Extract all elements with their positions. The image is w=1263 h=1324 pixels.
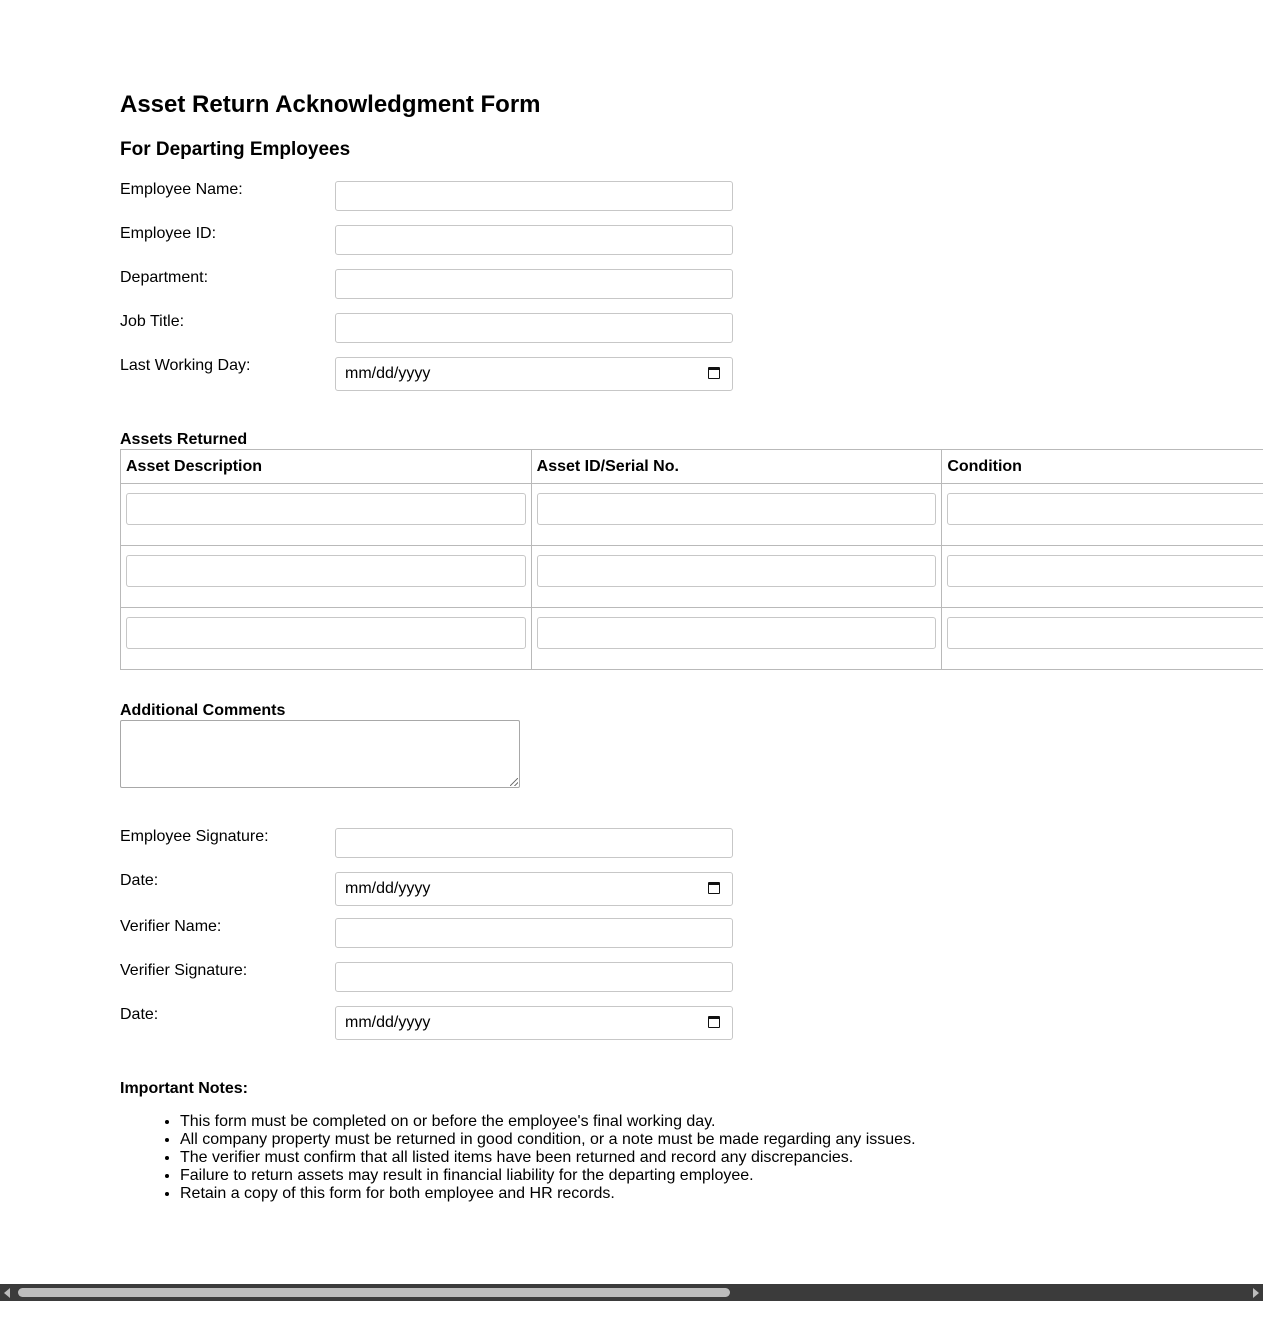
verifier-signature-label: Verifier Signature:	[120, 962, 248, 979]
employee-signature-row	[120, 828, 740, 862]
last-working-day-input[interactable]	[335, 357, 733, 391]
job-title-row	[120, 313, 740, 347]
form-subtitle: For Departing Employees	[120, 139, 351, 160]
department-input[interactable]	[335, 269, 733, 299]
date-placeholder: mm/dd/yyyy	[345, 1014, 431, 1031]
job-title-input[interactable]	[335, 313, 733, 343]
asset-condition-input[interactable]	[947, 555, 1263, 587]
verifier-date-input[interactable]	[335, 1006, 733, 1040]
employee-name-label: Employee Name:	[120, 181, 243, 198]
asset-condition-input[interactable]	[947, 617, 1263, 649]
column-header-condition: Condition	[942, 450, 1263, 484]
asset-description-input[interactable]	[126, 493, 526, 525]
table-header-row	[121, 450, 1263, 484]
employee-name-row	[120, 181, 740, 215]
employee-signature-input[interactable]	[335, 828, 733, 858]
table-row	[121, 484, 1263, 546]
last-working-day-label: Last Working Day:	[120, 357, 251, 374]
table-row	[121, 608, 1263, 670]
date-placeholder: mm/dd/yyyy	[345, 880, 431, 897]
employee-id-input[interactable]	[335, 225, 733, 255]
form-title: Asset Return Acknowledgment Form	[120, 91, 541, 118]
employee-name-input[interactable]	[335, 181, 733, 211]
date-placeholder: mm/dd/yyyy	[345, 365, 431, 382]
horizontal-scrollbar[interactable]	[0, 1284, 1263, 1301]
calendar-icon[interactable]	[708, 1016, 720, 1028]
table-cell	[121, 484, 532, 546]
comments-textarea[interactable]	[120, 720, 520, 788]
calendar-icon[interactable]	[708, 367, 720, 379]
table-cell	[942, 546, 1263, 608]
assets-table	[120, 449, 1263, 670]
table-cell	[531, 546, 942, 608]
list-item: • All company property must be returned in good condition, or a note must be made regarding any issues.	[180, 1131, 916, 1149]
verifier-date-label: Date:	[120, 1006, 159, 1023]
table-cell	[531, 484, 942, 546]
asset-description-input[interactable]	[126, 555, 526, 587]
department-row	[120, 269, 740, 303]
column-header-description: Asset Description	[121, 450, 532, 484]
verifier-date-row	[120, 1006, 740, 1040]
resize-grip-icon[interactable]	[510, 778, 518, 786]
employee-date-input[interactable]	[335, 872, 733, 906]
list-item: • The verifier must confirm that all listed items have been returned and record any discrepancies.	[180, 1149, 916, 1167]
verifier-signature-row	[120, 962, 740, 996]
calendar-icon[interactable]	[708, 882, 720, 894]
asset-id-input[interactable]	[537, 555, 937, 587]
notes-title: Important Notes:	[120, 1080, 248, 1097]
verifier-name-row	[120, 918, 740, 952]
table-cell	[121, 608, 532, 670]
employee-date-label: Date:	[120, 872, 159, 889]
asset-id-input[interactable]	[537, 617, 937, 649]
table-cell	[942, 484, 1263, 546]
table-cell	[121, 546, 532, 608]
scroll-left-arrow-icon[interactable]	[4, 1288, 10, 1298]
asset-condition-input[interactable]	[947, 493, 1263, 525]
list-item: • Retain a copy of this form for both employee and HR records.	[180, 1185, 916, 1203]
job-title-label: Job Title:	[120, 313, 185, 330]
table-cell	[531, 608, 942, 670]
asset-id-input[interactable]	[537, 493, 937, 525]
comments-title: Additional Comments	[120, 702, 286, 719]
verifier-name-label: Verifier Name:	[120, 918, 222, 935]
verifier-signature-input[interactable]	[335, 962, 733, 992]
asset-description-input[interactable]	[126, 617, 526, 649]
list-item: • This form must be completed on or before the employee's final working day.	[180, 1113, 916, 1131]
employee-signature-label: Employee Signature:	[120, 828, 269, 845]
assets-section-title: Assets Returned	[120, 431, 248, 448]
last-working-day-row	[120, 357, 740, 391]
employee-id-label: Employee ID:	[120, 225, 217, 242]
table-cell	[942, 608, 1263, 670]
scrollbar-thumb[interactable]	[18, 1288, 730, 1297]
verifier-name-input[interactable]	[335, 918, 733, 948]
list-item: • Failure to return assets may result in financial liability for the departing employee.	[180, 1167, 916, 1185]
scroll-right-arrow-icon[interactable]	[1253, 1288, 1259, 1298]
employee-id-row	[120, 225, 740, 259]
employee-date-row	[120, 872, 740, 906]
column-header-asset-id: Asset ID/Serial No.	[531, 450, 942, 484]
notes-list	[120, 1113, 916, 1203]
department-label: Department:	[120, 269, 209, 286]
table-row	[121, 546, 1263, 608]
